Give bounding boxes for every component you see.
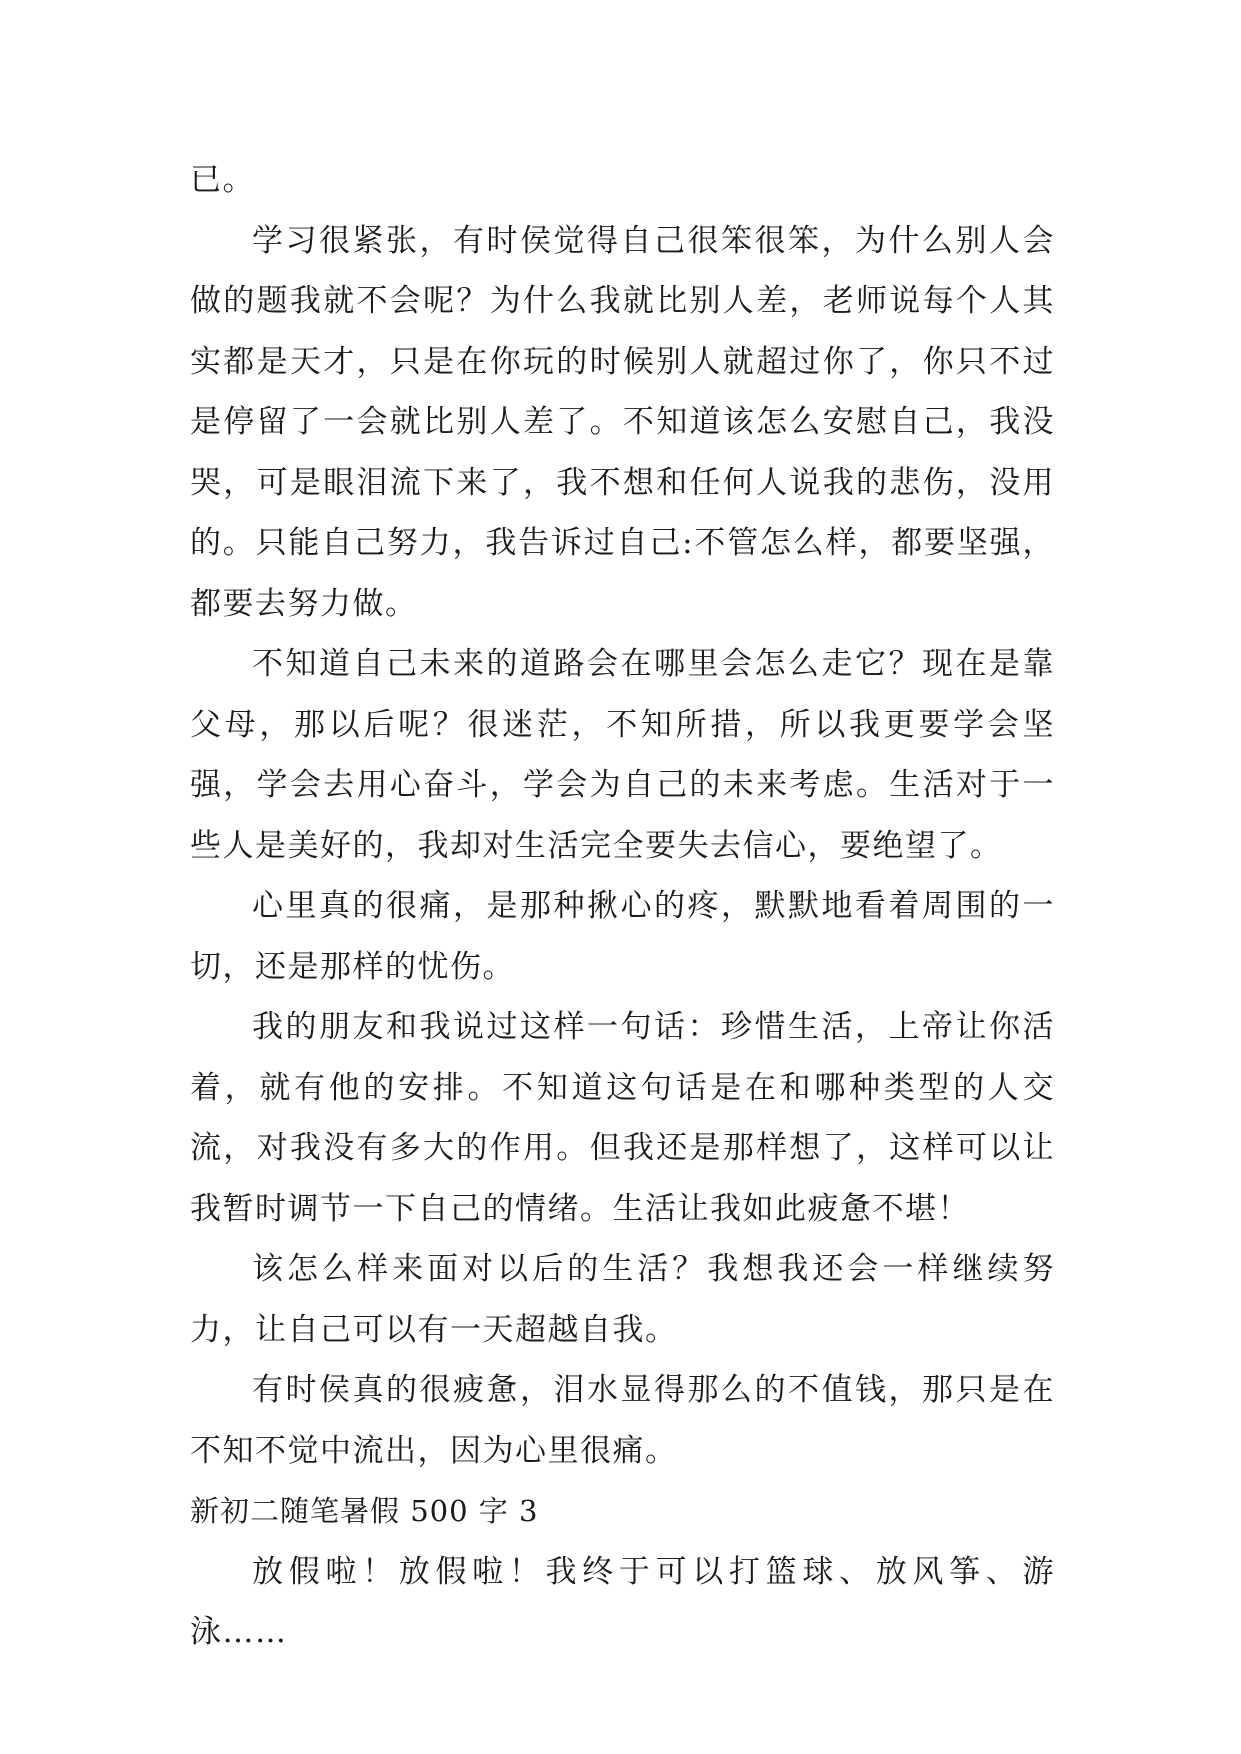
paragraph: 学习很紧张，有时侯觉得自己很笨很笨，为什么别人会做的题我就不会呢？为什么我就比别人差，老师说每个人其实都是天才，只是在你玩的时候别人就超过你了，你只不过是停留了一会就比别人差了。不知道该怎么安慰自己，我没哭，可是眼泪流下来了，我不想和任何人说我的悲伤，没用的。只能自己努力，我告诉过自己:不管怎么样，都要坚强，都要去努力做。 — [190, 222, 1055, 622]
paragraph: 我的朋友和我说过这样一句话：珍惜生活，上帝让你活着，就有他的安排。不知道这句话是在和哪种类型的人交流，对我没有多大的作用。但我还是那样想了，这样可以让我暂时调节一下自己的情绪。生活让我如此疲惫不堪！ — [190, 1009, 1055, 1227]
paragraph: 放假啦！放假啦！我终于可以打篮球、放风筝、游泳…… — [190, 1553, 1055, 1650]
paragraph: 不知道自己未来的道路会在哪里会怎么走它？现在是靠父母，那以后呢？很迷茫，不知所措，所以我更要学会坚强，学会去用心奋斗，学会为自己的未来考虑。生活对于一些人是美好的，我却对生活完全要失去信心，要绝望了。 — [190, 646, 1055, 864]
paragraph: 该怎么样来面对以后的生活？我想我还会一样继续努力，让自己可以有一天超越自我。 — [190, 1251, 1055, 1348]
document-body — [190, 150, 1055, 1663]
section-heading: 新初二随笔暑假 500 字 3 — [190, 1494, 539, 1528]
paragraph: 心里真的很痛，是那种揪心的疼，默默地看着周围的一切，还是那样的忧伤。 — [190, 888, 1055, 985]
paragraph: 有时侯真的很疲惫，泪水显得那么的不值钱，那只是在不知不觉中流出，因为心里很痛。 — [190, 1372, 1055, 1469]
paragraph-continuation: 已。 — [190, 162, 255, 198]
